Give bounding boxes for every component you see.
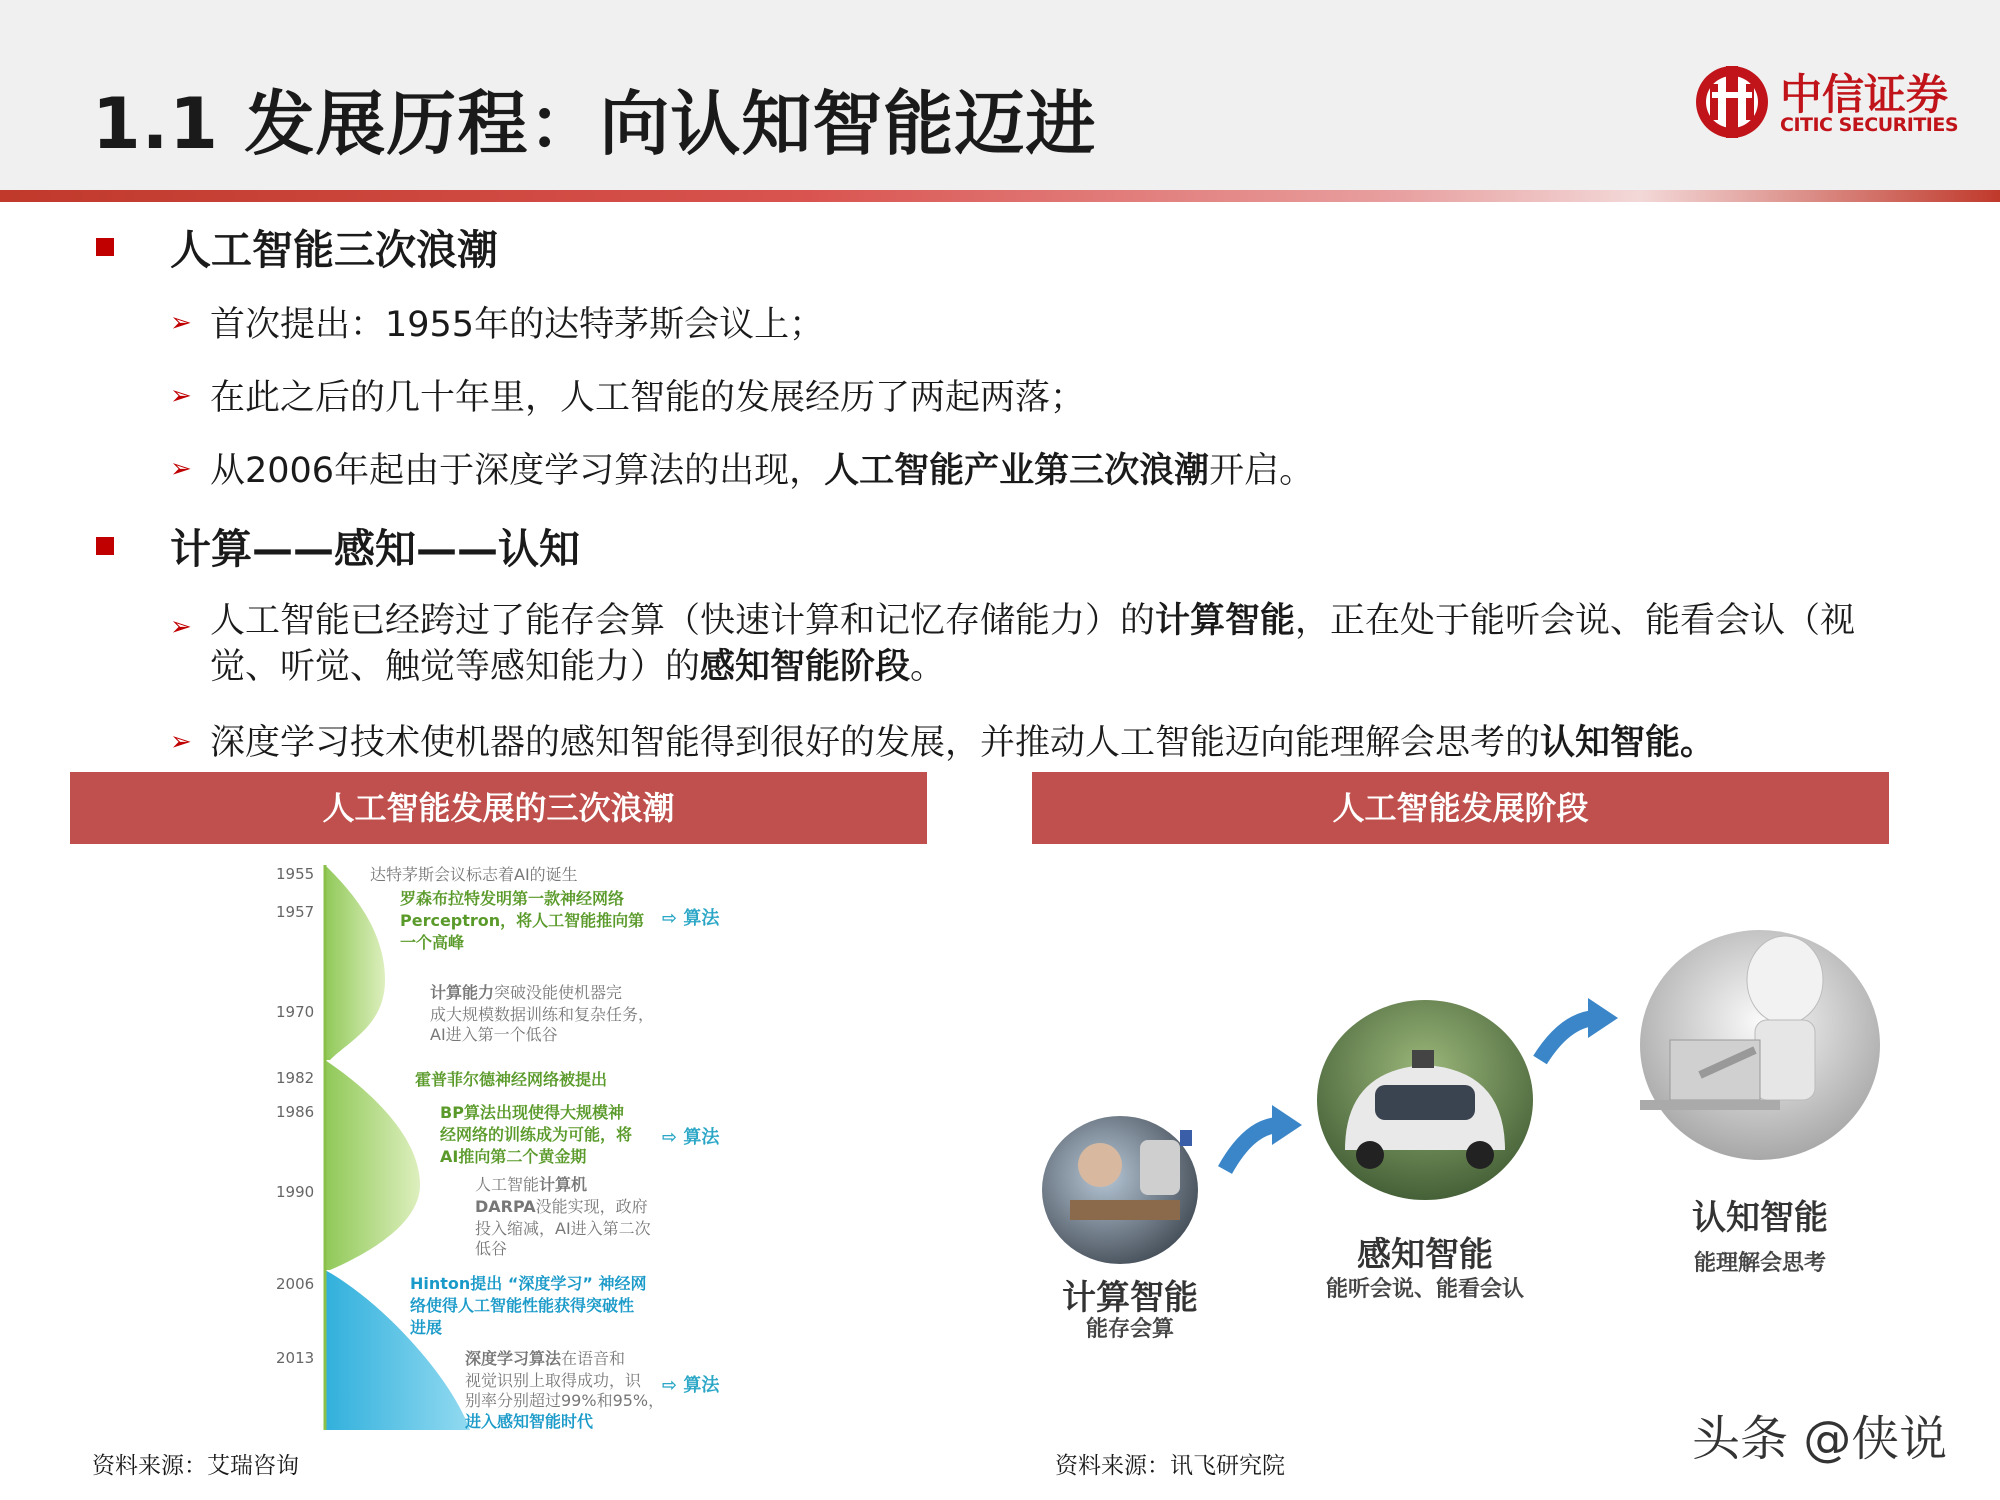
left-source-note: 资料来源：艾瑞咨询 xyxy=(92,1453,299,1479)
stage-cognition-sub: 能理解会思考 xyxy=(1693,1251,1826,1276)
timeline-2013-bold: 深度学习算法 xyxy=(465,1349,562,1368)
self-driving-car-icon xyxy=(1317,1000,1533,1200)
logo-english-name: CITIC SECURITIES xyxy=(1780,114,1959,136)
watermark: 头条 @侠说 xyxy=(1692,1411,1948,1467)
citic-logo-icon xyxy=(1692,62,1772,142)
timeline-2013-line1 xyxy=(465,1349,625,1369)
robot-icon xyxy=(1640,930,1880,1160)
header-divider xyxy=(0,190,2000,202)
timeline-1990-line2 xyxy=(475,1197,648,1217)
ai-waves-timeline xyxy=(270,855,740,1435)
timeline-1982-text: 霍普菲尔德神经网络被提出 xyxy=(415,1070,608,1089)
timeline-1970-line2: 成大规模数据训练和复杂任务， xyxy=(430,1005,655,1024)
timeline-2006-line1: Hinton提出 “深度学习” 神经网 xyxy=(410,1274,647,1293)
timeline-1970-line1 xyxy=(430,983,622,1003)
arrow-bullet-icon: ➢ xyxy=(170,308,192,338)
year-label: 1986 xyxy=(276,1103,315,1121)
right-source-note: 资料来源：讯飞研究院 xyxy=(1055,1453,1285,1479)
stage-computing-sub: 能存会算 xyxy=(1085,1317,1174,1342)
timeline-1955-text: 达特茅斯会议标志着AI的诞生 xyxy=(370,865,578,884)
p1-text-e: 。 xyxy=(910,647,946,687)
timeline-2013-line4: 进入感知智能时代 xyxy=(465,1412,594,1431)
p2-text-a: 深度学习技术使机器的感知智能得到很好的发展，并推动人工智能迈向能理解会思考的 xyxy=(210,723,1541,763)
stage-perception-title: 感知智能 xyxy=(1357,1235,1493,1275)
arrow-bullet-icon: ➢ xyxy=(170,454,192,484)
timeline-1990-rest: 没能实现，政府 xyxy=(535,1197,648,1216)
arrow-right-icon xyxy=(1225,1125,1280,1170)
stage-perception-sub: 能听会说、能看会认 xyxy=(1325,1277,1524,1302)
chess-player-icon xyxy=(1042,1116,1198,1264)
algorithm-tag-label: 算法 xyxy=(683,908,720,929)
timeline-2006-line3: 进展 xyxy=(410,1318,443,1337)
year-label: 1990 xyxy=(276,1183,315,1201)
section1-item-2: 在此之后的几十年里，人工智能的发展经历了两起两落； xyxy=(210,378,1086,418)
stage-cognition-title: 认知智能 xyxy=(1692,1198,1828,1238)
timeline-1957-line1: 罗森布拉特发明第一款神经网络 xyxy=(400,889,625,908)
section1-item-3 xyxy=(210,443,1314,493)
timeline-1990-line1 xyxy=(475,1175,587,1195)
timeline-1990-text: 人工智能 xyxy=(475,1175,540,1194)
ai-stages-figure xyxy=(1040,900,1900,1420)
timeline-1957-line2: Perceptron，将人工智能推向第 xyxy=(400,911,645,930)
algorithm-tag-label: 算法 xyxy=(683,1127,720,1148)
bullet-square-icon xyxy=(96,238,114,256)
year-label: 1970 xyxy=(276,1003,315,1021)
bullet-square-icon xyxy=(96,537,114,555)
timeline-1990-darpa: DARPA xyxy=(475,1197,536,1216)
timeline-2013-line2: 视觉识别上取得成功，识 xyxy=(465,1371,642,1390)
arrow-bullet-icon: ➢ xyxy=(170,381,192,411)
section1-item-1: 首次提出：1955年的达特茅斯会议上； xyxy=(210,305,825,345)
p1-bold-b: 计算智能 xyxy=(1155,601,1296,641)
algorithm-tag: ⇨ 算法 xyxy=(662,908,720,929)
section2-heading: 计算——感知——认知 xyxy=(170,525,580,573)
item3-tail: 开启。 xyxy=(1209,451,1315,491)
logo-chinese-name: 中信证券 xyxy=(1780,70,1949,119)
arrow-right-icon xyxy=(1540,1018,1595,1060)
timeline-1970-rest: 突破没能使机器完 xyxy=(494,983,623,1002)
p1-text-c: ，正在处于能听会说、能看会认（视觉、听觉、触觉等感知能力）的 xyxy=(210,601,1856,687)
year-label: 2013 xyxy=(276,1349,315,1367)
stage-computing-title: 计算智能 xyxy=(1062,1278,1198,1318)
timeline-1970-bold: 计算能力 xyxy=(430,983,495,1002)
section1-heading: 人工智能三次浪潮 xyxy=(170,226,498,274)
algorithm-tag-label: 算法 xyxy=(683,1375,720,1396)
arrow-bullet-icon: ➢ xyxy=(170,612,192,642)
item3-bold: 人工智能产业第三次浪潮 xyxy=(824,451,1210,491)
timeline-1990-line4: 低谷 xyxy=(475,1239,508,1258)
timeline-2006-line2: 络使得人工智能性能获得突破性 xyxy=(410,1296,635,1315)
section2-paragraph-2 xyxy=(210,715,1715,765)
timeline-1990-line3: 投入缩减，AI进入第二次 xyxy=(475,1219,651,1238)
page-title: 1.1 发展历程：向认知智能迈进 xyxy=(92,83,1097,165)
year-label: 1982 xyxy=(276,1069,315,1087)
year-label: 1955 xyxy=(276,865,315,883)
timeline-1986-line1 xyxy=(440,1102,624,1123)
timeline-1986-line2: 经网络的训练成为可能，将 xyxy=(440,1125,633,1144)
citic-logo xyxy=(1692,62,1959,144)
timeline-1986-rest: 出现使得大规模神 xyxy=(495,1103,624,1122)
timeline-1970-line3: AI进入第一个低谷 xyxy=(430,1025,558,1044)
timeline-1990-bold: 计算机 xyxy=(539,1175,588,1194)
algorithm-tag: ⇨ 算法 xyxy=(662,1127,720,1148)
p2-bold-b: 认知智能。 xyxy=(1540,723,1716,763)
timeline-1986-line3: AI推向第二个黄金期 xyxy=(440,1147,587,1166)
timeline-1957-line3: 一个高峰 xyxy=(400,933,465,952)
timeline-2013-rest: 在语音和 xyxy=(561,1349,626,1368)
p1-bold-d: 感知智能阶段 xyxy=(700,647,911,687)
left-panel-title: 人工智能发展的三次浪潮 xyxy=(70,772,927,844)
year-label: 2006 xyxy=(276,1275,315,1293)
algorithm-tag: ⇨ 算法 xyxy=(662,1375,720,1396)
right-panel-title: 人工智能发展阶段 xyxy=(1032,772,1889,844)
p1-text-a: 人工智能已经跨过了能存会算（快速计算和记忆存储能力）的 xyxy=(210,601,1156,641)
timeline-2013-line3: 别率分别超过99%和95%， xyxy=(465,1391,665,1410)
item3-text: 从2006年起由于深度学习算法的出现， xyxy=(210,451,825,491)
arrow-bullet-icon: ➢ xyxy=(170,727,192,757)
section2-paragraph-1 xyxy=(210,598,1900,690)
year-label: 1957 xyxy=(276,903,315,921)
timeline-1986-bold: BP算法 xyxy=(440,1103,496,1122)
